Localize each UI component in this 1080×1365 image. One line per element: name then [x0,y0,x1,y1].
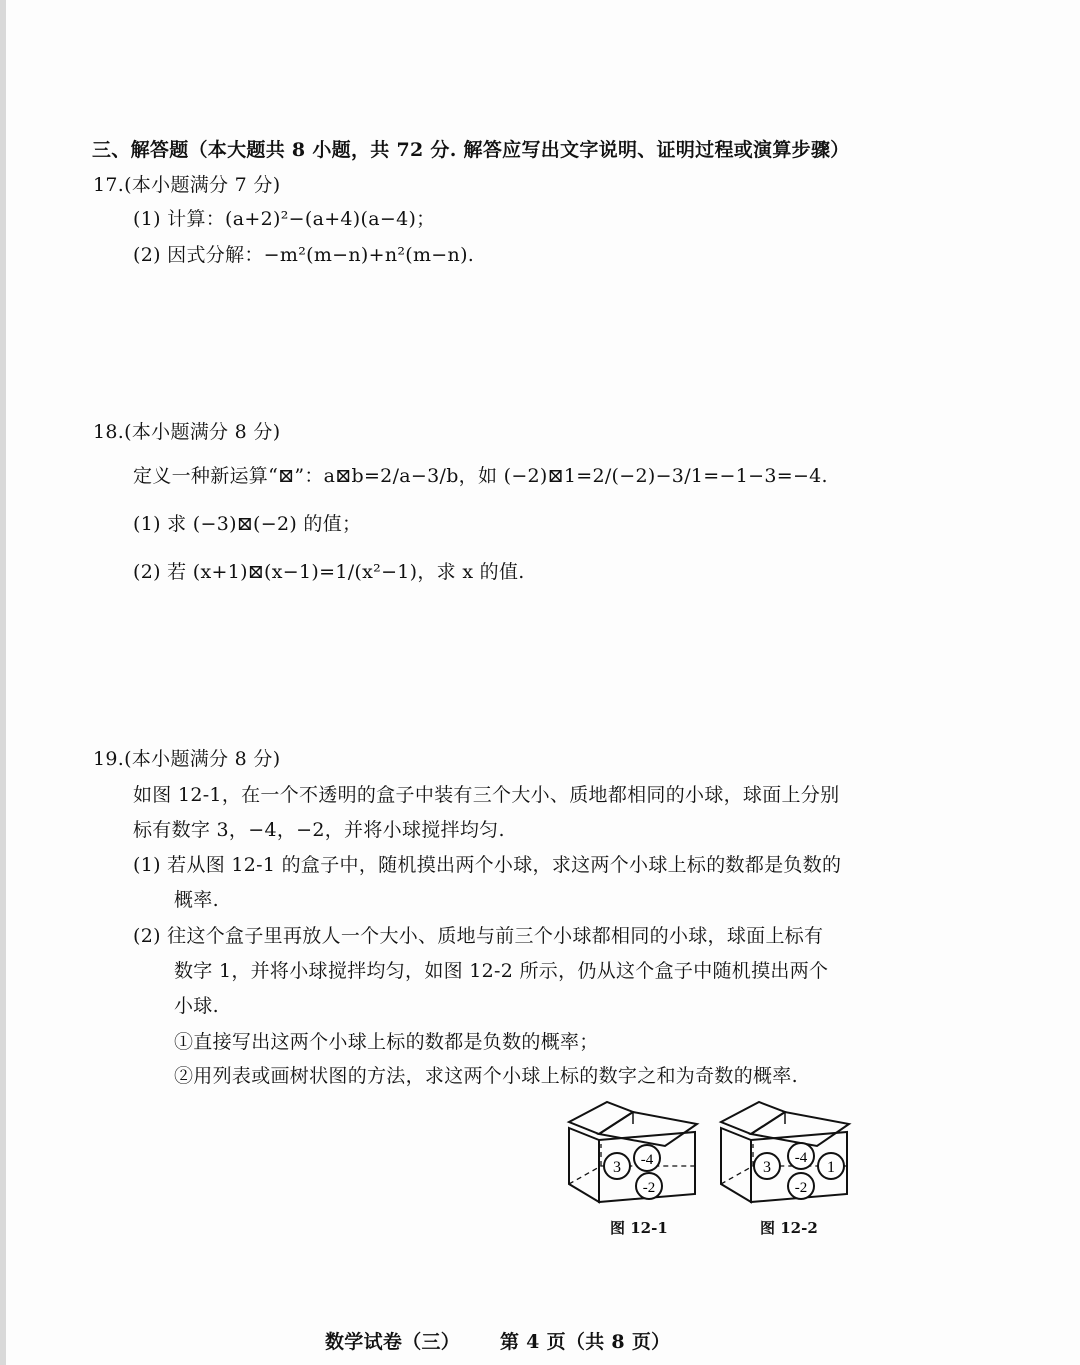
q19-part2-line1: (2) 往这个盒子里再放人一个大小、质地与前三个小球都相同的小球，球面上标有 [133,925,824,947]
q18-definition [133,464,828,488]
page-footer [325,1330,670,1354]
box-right-flap [599,1112,697,1146]
ball-neg4 [634,1145,660,1171]
q19-part2-line3: 小球. [174,995,219,1017]
svg-text:3: 3 [613,1159,621,1176]
q19-heading [93,747,280,771]
q17-heading [93,173,280,197]
q17-score: (本小题满分 7 分) [124,174,281,196]
scan-edge [0,0,6,1365]
q18-part2-text: (2) 若 (x+1)⊠(x−1)=1/(x²−1)，求 x 的值. [133,561,525,583]
svg-text:-2: -2 [642,1180,656,1196]
figure-12-1-box [565,1098,705,1210]
section-title: 解答题（本大题共 8 小题，共 72 分. 解答应写出文字说明、证明过程或演算步骤） [130,139,850,161]
q19-intro-line1: 如图 12-1，在一个不透明的盒子中装有三个大小、质地都相同的小球，球面上分别 [133,784,840,806]
figure-12-1-caption: 图 12-1 [610,1219,668,1237]
box-left-face [569,1128,599,1202]
svg-text:1: 1 [827,1159,835,1176]
q19-number: 19. [93,748,125,770]
q18-number: 18. [93,421,125,443]
ball-3 [754,1153,780,1179]
q18-score: (本小题满分 8 分) [124,421,281,443]
svg-text:-4: -4 [640,1152,654,1168]
q17-part2-text: (2) 因式分解：−m²(m−n)+n²(m−n). [133,244,475,266]
svg-text:-2: -2 [794,1180,808,1196]
q19-part2-line2: 数字 1，并将小球搅拌均匀，如图 12-2 所示，仍从这个盒子中随机摸出两个 [174,960,829,982]
ball-1 [818,1153,844,1179]
q17-number: 17. [93,174,125,196]
section-mark: 三、 [92,139,131,161]
ball-neg2 [788,1173,814,1199]
svg-text:-4: -4 [794,1150,808,1166]
q18-part2 [133,560,525,584]
footer-exam-title: 数学试卷（三） [325,1331,461,1353]
q19-intro-line2: 标有数字 3，−4，−2，并将小球搅拌均匀. [133,819,505,841]
q17-part1 [133,207,435,231]
box-hidden-edges [569,1166,695,1184]
q18-definition-text: 定义一种新运算“⊠”：a⊠b=2/a−3/b，如 (−2)⊠1=2/(−2)−3/1=−1−3=−4. [133,465,828,487]
q19-score: (本小题满分 8 分) [124,748,281,770]
q19-part1-line1: (1) 若从图 12-1 的盒子中，随机摸出两个小球，求这两个小球上标的数都是负数的 [133,854,842,876]
svg-text:3: 3 [763,1159,771,1176]
q18-part1-text: (1) 求 (−3)⊠(−2) 的值； [133,513,362,535]
q19-part1-line2: 概率. [174,889,219,911]
section-header [92,138,850,162]
ball-neg2 [636,1173,662,1199]
footer-page-number: 第 4 页（共 8 页） [499,1331,671,1353]
q17-part2 [133,243,474,267]
figure-12-2-caption: 图 12-2 [760,1219,818,1237]
q18-heading [93,420,280,444]
ball-3 [604,1153,630,1179]
q19-sub1: ①直接写出这两个小球上标的数都是负数的概率； [174,1031,599,1053]
q17-part1-text: (1) 计算：(a+2)²−(a+4)(a−4)； [133,208,436,230]
figure-12-2-box [717,1098,857,1210]
ball-neg4 [788,1143,814,1169]
q18-part1 [133,512,361,536]
q19-sub2: ②用列表或画树状图的方法，求这两个小球上标的数字之和为奇数的概率. [174,1065,798,1087]
